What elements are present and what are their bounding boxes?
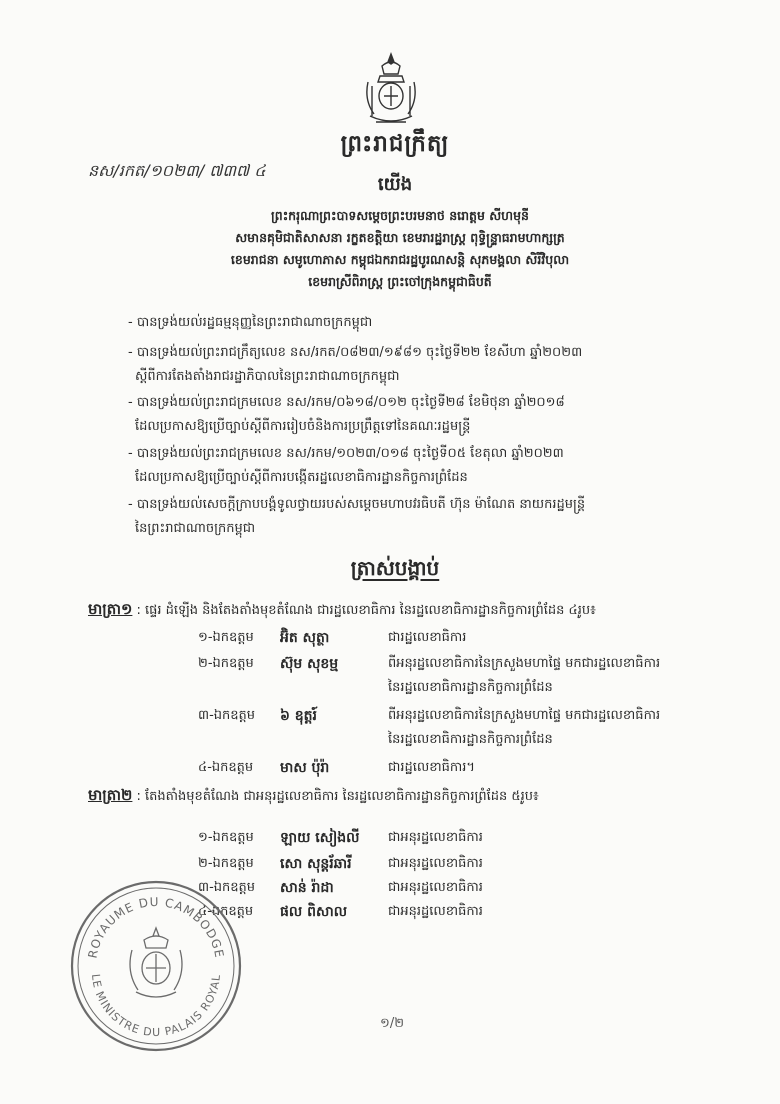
list-item-role: ជាអនុរដ្ឋលេខាធិការ: [388, 904, 483, 919]
list-item-role: ជារដ្ឋលេខាធិការ។: [388, 760, 475, 775]
list-item-name: ផល ពិសាល: [280, 904, 348, 920]
list-item-name: ឡាយ សៀងលី: [280, 830, 360, 846]
list-item-number: ១-ឯកឧត្តម: [198, 630, 254, 645]
consideration-line: ស្ដីពីការតែងតាំងរាជរដ្ឋាភិបាលនៃព្រះរាជាណាចក្រកម្ពុជា: [135, 369, 400, 384]
list-item-role-cont: នៃរដ្ឋលេខាធិការដ្ឋានកិច្ចការព្រំដែន: [388, 732, 553, 747]
consideration-line: ដែលប្រកាសឱ្យប្រើច្បាប់ស្ដីពីការបង្កើតរដ្ឋលេខាធិការដ្ឋានកិច្ចការព្រំដែន: [135, 470, 468, 485]
list-item-role-cont: នៃរដ្ឋលេខាធិការដ្ឋានកិច្ចការព្រំដែន: [388, 680, 553, 695]
list-item-number: ២-ឯកឧត្តម: [198, 856, 254, 871]
king-title-line: សមានគុមិជាតិសាសនា រក្ខតខត្តិយា ខេមរារដ្ឋរាស្ត្រ ពុទ្ធិន្ទ្រាធរាមហាក្សត្រ: [235, 230, 565, 245]
consideration-line: នៃព្រះរាជាណាចក្រកម្ពុជា: [135, 521, 256, 536]
list-item-role: ជារដ្ឋលេខាធិការ: [388, 630, 467, 645]
article-1-text: : ផ្ទេរ ដំឡើង និងតែងតាំងមុខតំណែង ជារដ្ឋលេខាធិការ នៃរដ្ឋលេខាធិការដ្ឋានកិច្ចការព្រំដែន ៤រូប៖: [136, 603, 596, 618]
consideration-line: - បានទ្រង់យល់ព្រះរាជក្រមលេខ នស/រកម/១០២៣/០១៨ ចុះថ្ងៃទី០៥ ខែតុលា ឆ្នាំ២០២៣: [128, 446, 564, 461]
king-title-line: ខេមរាស្រីពិរាស្ត្រ ព្រះចៅក្រុងកម្ពុជាធិបតី: [308, 274, 492, 289]
article-1-header: [88, 598, 596, 622]
king-title-line: ព្រះករុណាព្រះបាទសម្ដេចព្រះបរមនាថ នរោត្តម សីហមុនី: [271, 208, 529, 223]
list-item-role: ពីអនុរដ្ឋលេខាធិការនៃក្រសួងមហាផ្ទៃ មកជារដ្ឋលេខាធិការ: [388, 708, 661, 723]
royal-palace-seal-icon: [66, 876, 246, 1056]
consideration-line: - បានទ្រង់យល់ព្រះរាជក្រឹត្យលេខ នស/រកត/០៨២៣/១៩៨១ ចុះថ្ងៃទី២២ ខែសីហា ឆ្នាំ២០២៣: [128, 345, 583, 360]
page-number: ១/២: [380, 1016, 405, 1031]
seal-top-text: ROYAUME DU CAMBODGE: [85, 894, 227, 960]
we-heading: យើង: [377, 174, 413, 195]
list-item-name: មាស ប៉ុរ៉ា: [280, 760, 330, 776]
svg-text:LE MINISTRE DU PALAIS ROYAL: [89, 973, 223, 1039]
article-1-label: មាត្រា១: [88, 600, 133, 618]
list-item-name: ៦ ឧុត្តរ៍: [280, 708, 318, 724]
list-item-role: ជាអនុរដ្ឋលេខាធិការ: [388, 880, 483, 895]
list-item-number: ១-ឯកឧត្តម: [198, 830, 254, 845]
list-item-role: ជាអនុរដ្ឋលេខាធិការ: [388, 856, 483, 871]
consideration-line: - បានទ្រង់យល់ព្រះរាជក្រមលេខ នស/រកម/០៦១៨/០១២ ចុះថ្ងៃទី២៨ ខែមិថុនា ឆ្នាំ២០១៨: [128, 395, 565, 410]
consideration-line: ដែលប្រកាសឱ្យប្រើច្បាប់ស្ដីពីការរៀបចំនិងការប្រព្រឹត្តទៅនៃគណៈរដ្ឋមន្ត្រី: [135, 419, 471, 434]
list-item-name: ស៊ុម សុខម្ម: [280, 656, 339, 672]
consideration-line: - បានទ្រង់យល់រដ្ឋធម្មនុញ្ញនៃព្រះរាជាណាចក្រកម្ពុជា: [128, 315, 373, 330]
list-item-role: ពីអនុរដ្ឋលេខាធិការនៃក្រសួងមហាផ្ទៃ មកជារដ្ឋលេខាធិការ: [388, 656, 661, 671]
list-item-name: សោ សុន្តរ័ឆារី: [280, 856, 352, 872]
list-item-number: ៤-ឯកឧត្តម: [198, 904, 254, 919]
list-item-name: អ៊ិត សុត្ថា: [280, 630, 330, 646]
article-2-header: [88, 784, 539, 808]
seal-bottom-text: LE MINISTRE DU PALAIS ROYAL: [88, 973, 224, 1040]
article-2-text: : តែងតាំងមុខតំណែង ជាអនុរដ្ឋលេខាធិការ នៃរដ្ឋលេខាធិការដ្ឋានកិច្ចការព្រំដែន ៥រូប៖: [136, 789, 539, 804]
list-item-name: សាន់ រ៉ាដា: [280, 880, 334, 896]
decree-heading: ត្រាស់បង្គាប់: [350, 556, 440, 580]
consideration-line: - បានទ្រង់យល់សេចក្ដីក្រាបបង្គំទូលថ្វាយរបស់សម្ដេចមហាបវរធិបតី ហ៊ុន ម៉ាណែត នាយករដ្ឋមន្ត្រី: [128, 497, 586, 512]
list-item-number: ៣-ឯកឧត្តម: [198, 708, 256, 723]
article-2-label: មាត្រា២: [88, 786, 133, 804]
list-item-number: ៤-ឯកឧត្តម: [198, 760, 254, 775]
list-item-number: ២-ឯកឧត្តម: [198, 656, 254, 671]
king-title-line: ខេមរាជនា សមូហោភាស កម្ពុជឯករាជរដ្ឋបូរណសន្តិ សុភមង្គលា សិរីវិបុលា: [230, 252, 570, 267]
document-title: ព្រះរាជក្រឹត្យ: [340, 131, 450, 157]
royal-emblem-icon: [360, 52, 422, 128]
list-item-number: ៣-ឯកឧត្តម: [198, 880, 256, 895]
reference-number: នស/រកត/១០២៣/ ៧៣៧ ៤: [88, 161, 266, 180]
list-item-role: ជាអនុរដ្ឋលេខាធិការ: [388, 830, 483, 845]
